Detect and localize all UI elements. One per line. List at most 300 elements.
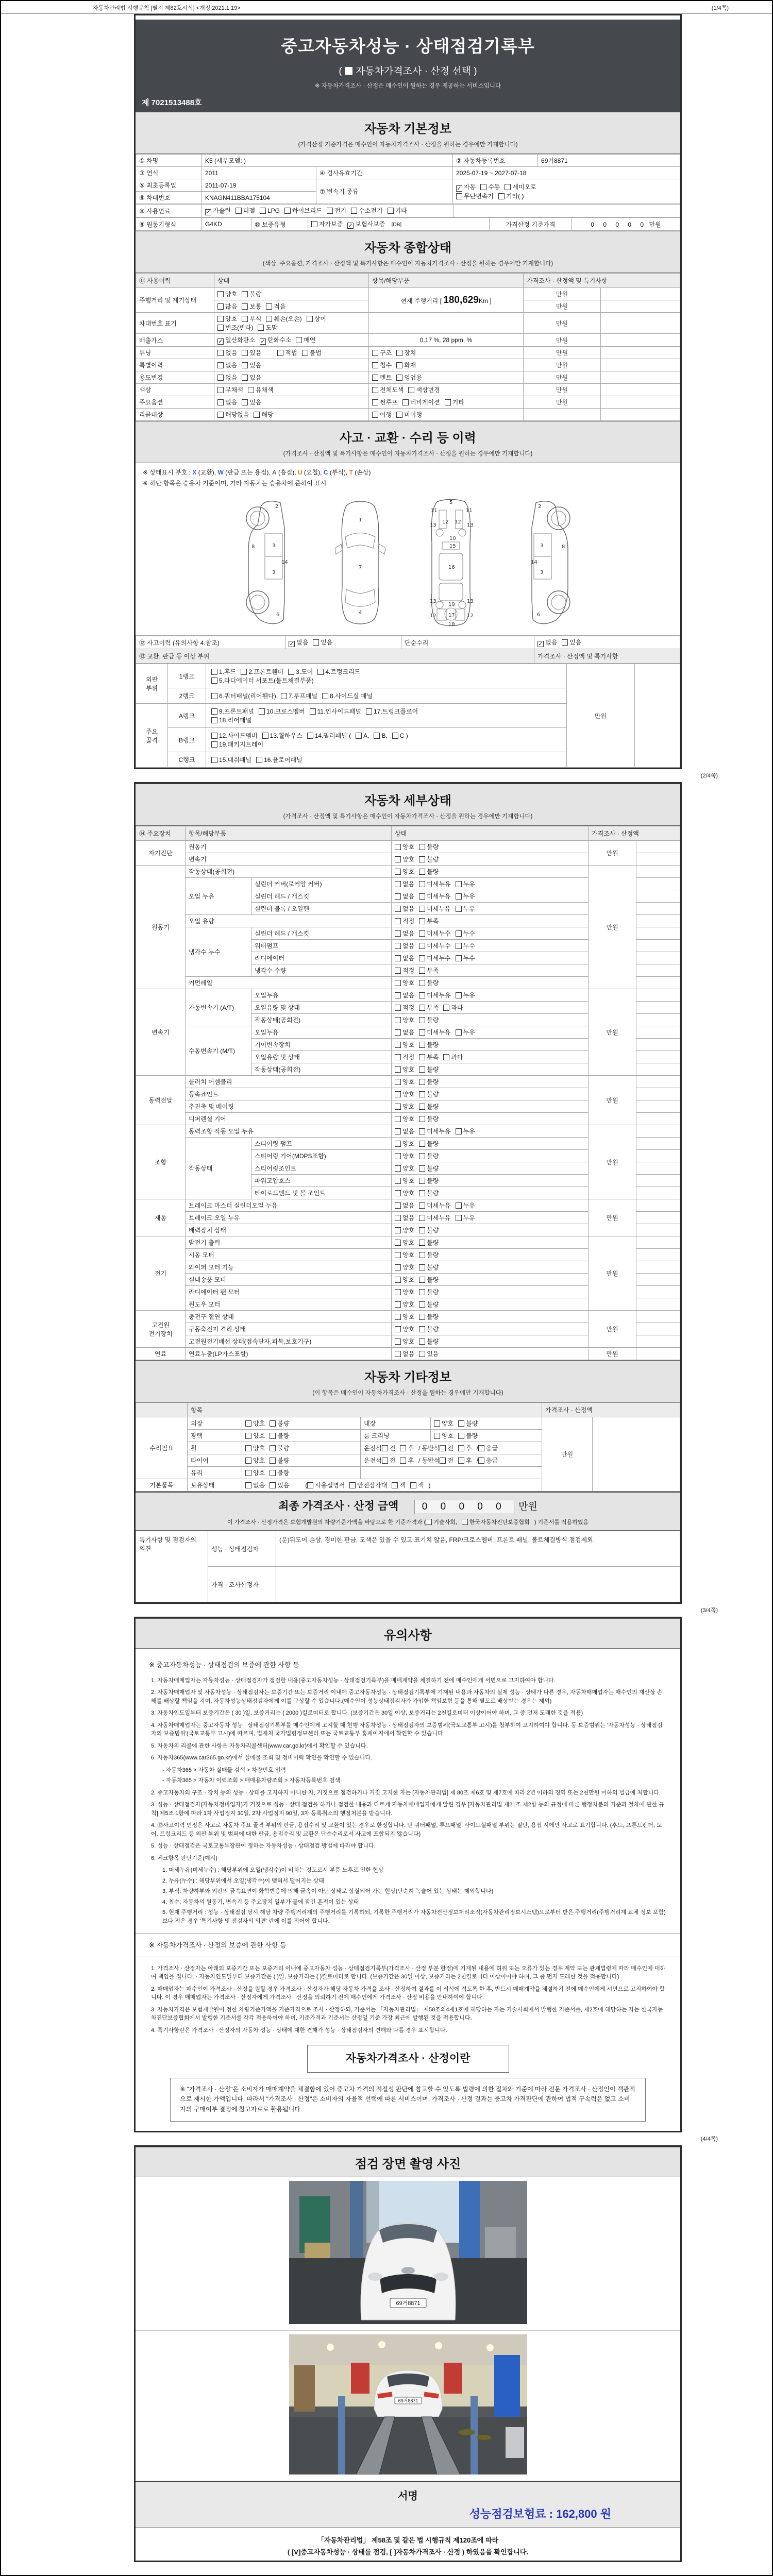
price-cell: 만원	[589, 1236, 636, 1311]
page-marker-2: (2/4쪽)	[700, 773, 718, 779]
checkbox-icon	[288, 669, 294, 675]
field-label: ④ 검사유효기간	[316, 167, 453, 179]
item-label: 타이어	[188, 1454, 242, 1467]
checkbox-icon	[395, 918, 401, 924]
checkbox-option	[395, 917, 414, 925]
option-label: 미세누수	[427, 930, 451, 937]
checkbox-option	[288, 667, 313, 676]
checkbox-option	[440, 1444, 453, 1452]
table-row	[136, 841, 680, 853]
option-label: 상이	[314, 315, 326, 323]
checkbox-icon	[395, 1029, 401, 1036]
device-label: 원동기	[136, 866, 186, 989]
option-label: 없음	[402, 1202, 415, 1209]
option-label: 불량	[277, 1445, 290, 1452]
option-label: 네비게이션	[410, 399, 440, 406]
column-header: 가격조사 · 산정액 및 특기사항	[524, 274, 680, 288]
option-label: 자가보증	[319, 221, 343, 228]
option-label: 양호	[402, 1190, 415, 1197]
option-label: 렌트	[380, 374, 392, 381]
notice-sub-item: 3. 부식: 차량하부와 외판의 금속표면이 화학반응에 의해 금속이 아닌 상태로 상실되어 가는 현상(단순히 녹슬어 있는 상태는 제외합니다)	[162, 1888, 494, 1894]
checkbox-option	[419, 1325, 439, 1333]
state-cell	[392, 841, 589, 853]
option-label: 양호	[402, 1165, 415, 1172]
option-label: LPG	[267, 207, 280, 214]
table-row	[136, 1417, 680, 1430]
checkbox-icon	[217, 362, 224, 368]
inspection-fee: 성능점검보험료 : 162,800 원	[469, 2507, 611, 2520]
checkbox-icon	[307, 316, 313, 322]
item-label: 커먼레일	[186, 977, 392, 989]
option-label: 적법	[285, 349, 297, 357]
inspector-remark-text: (운)뒤도어 손상, 경미한 판금, 도색은 있을 수 있고 표기치 않음, FRP/크로스멤버, 프론트 패널, 볼트체결방식 점검제외.	[276, 1531, 680, 1567]
checkbox-option	[374, 732, 387, 739]
svg-text:15: 15	[449, 544, 456, 549]
option-label: 탄화수소	[267, 336, 292, 344]
checkbox-icon	[395, 968, 401, 974]
checkbox-icon	[419, 1227, 425, 1233]
checkbox-icon	[395, 1252, 401, 1258]
checkbox-icon	[259, 708, 265, 715]
state-cell	[392, 1348, 589, 1360]
table-row	[136, 371, 680, 384]
checkbox-option	[480, 182, 500, 191]
item-label: 오일 유량	[186, 915, 392, 927]
option-label: 불법	[309, 349, 322, 357]
option-label: 있음	[249, 349, 262, 357]
checkbox-icon	[277, 350, 283, 356]
checkbox-option	[419, 1164, 439, 1173]
checkbox-option	[289, 638, 308, 647]
option-label: 전	[389, 1445, 396, 1452]
checkbox-icon	[395, 1128, 401, 1134]
state-cell	[392, 1298, 589, 1311]
option-label: 11.인사이드패널	[317, 708, 361, 715]
sub-group-label: 자동변속기 (A/T)	[186, 989, 251, 1026]
notices-header	[136, 1618, 680, 1649]
option-label: 디젤	[243, 207, 255, 214]
notes-cell	[636, 1261, 680, 1274]
option-label: 무채색	[225, 386, 243, 394]
option-label: 불량	[427, 868, 439, 875]
option-label: 양호	[402, 1264, 415, 1271]
option-label: 3.도어	[296, 668, 313, 675]
rank-label: C랭크	[168, 752, 206, 768]
checkbox-option	[395, 1201, 414, 1210]
state-cell	[214, 409, 369, 421]
checkbox-option	[307, 731, 351, 740]
table-row	[136, 167, 680, 179]
checkbox-icon	[419, 1351, 425, 1357]
state-cell-wide	[361, 1442, 542, 1454]
checkbox-option	[392, 732, 408, 739]
notice-item: 5. 성능 · 상태점검은 국토교통부장관이 정하는 자동차성능 · 상태점검 방법에 따라야 합니다.	[151, 1843, 376, 1849]
option-label: 양호	[225, 291, 238, 298]
state-cell	[392, 1076, 589, 1088]
svg-text:14: 14	[530, 560, 537, 565]
option-label: 양호	[402, 1276, 415, 1283]
checkbox-icon	[456, 955, 462, 961]
accident-history-table	[136, 636, 680, 664]
checkbox-option	[419, 1189, 439, 1197]
option-label: 누수	[463, 930, 475, 937]
checkbox-option	[419, 929, 450, 938]
checkbox-option	[248, 385, 274, 394]
option-label: 있음	[249, 362, 262, 369]
item-label: 실린더 헤드 / 개스킷	[251, 927, 392, 940]
row-label: 색상	[136, 384, 214, 396]
rank-group-label: 외판 부위	[136, 664, 168, 704]
svg-text:8: 8	[251, 544, 255, 550]
item-label: 룸 크리닝	[361, 1430, 431, 1442]
overall-note: (색상, 주요옵션, 가격조사 · 산정액 및 특기사항은 매수인이 자동차가격조사 · 산정을 원하는 경우에만 기재합니다)	[262, 261, 553, 267]
option-label: 기타	[395, 207, 407, 214]
checkbox-option	[410, 1481, 424, 1489]
checkbox-option	[245, 1431, 265, 1440]
item-cell	[369, 396, 524, 409]
table-row	[136, 1199, 680, 1212]
checkbox-icon	[419, 968, 425, 974]
text-token: /	[476, 1457, 478, 1464]
photos-title: 점검 장면 촬영 사진	[355, 2157, 461, 2171]
notes-cell	[601, 371, 680, 384]
notice-item: 2. 매매업자는 매수인이 가격조사 · 산정을 원할 경우 가격조사 · 산정자가 해당 자동차 가격을 조사 · 산정하여 결과를 이 서식에 적도록 한 후, 반드시 매매계약을 체결하기 전에 매수인에게 서면으로 고지하여야 합니다. 이 경우 매매업자는 가격조사 · 산정자에게 가격조사 · 산정을 의뢰하기 전에 매수인에게 가격조사 · 산정 비용을 안내하여야 합니다.	[151, 1986, 665, 2001]
text-token: /	[476, 1445, 478, 1452]
state-cell	[392, 1274, 589, 1286]
notice-sub-item: 5. 현재 주행거리 : 성능 · 상태점검 당시 해당 차량 주행거리계의 주행거리를 기록하되, 기록한 주행거리가 자동차전산정보처리조직(자동차관리정보시스템)으로부터 받은 주행거리(주행거리계 교체 정보 포함)보다 적은 경우 '특기사항 및 점검자의 의견' 란에 이를 적어야 합니다.	[162, 1909, 666, 1924]
price-cell: 만원	[589, 1348, 636, 1360]
item-label: 내장	[361, 1417, 431, 1430]
checkbox-option	[366, 707, 418, 716]
option-label: 9.프론트패널	[219, 708, 254, 715]
item-label: 외장	[188, 1417, 242, 1430]
option-label: 해당없음	[225, 411, 249, 418]
checkbox-icon	[419, 918, 425, 924]
car-diagram-top	[327, 497, 394, 628]
checkbox-icon	[382, 1445, 388, 1451]
checked-checkbox-icon: ✓	[260, 338, 265, 345]
basic-info-title: 자동차 기본정보	[364, 122, 451, 136]
option-label: 침수	[380, 362, 392, 369]
title-option-label: 자동차가격조사 · 산정 선택	[355, 66, 472, 77]
simple-repair-label: 단순수리	[401, 636, 534, 649]
option-label: 불량	[427, 979, 439, 987]
table-row	[136, 866, 680, 878]
item-label: 워터펌프	[251, 940, 392, 952]
device-label: 동력전달	[136, 1076, 186, 1125]
state-cell	[392, 1150, 589, 1162]
state-cell	[392, 1261, 589, 1274]
option-label: 적음	[274, 303, 286, 310]
option-label: 양호	[402, 1251, 415, 1259]
option-label: 수소전기	[359, 207, 383, 214]
option-label: 불량	[427, 1153, 439, 1160]
checkbox-icon	[395, 980, 401, 986]
item-label: 오일유량 및 상태	[251, 1051, 392, 1063]
checkbox-icon	[302, 350, 308, 356]
checkbox-option	[395, 991, 414, 999]
price-cell: 만원	[524, 384, 601, 396]
checkbox-option	[456, 904, 475, 913]
option-label: 적정	[402, 1054, 415, 1061]
checkbox-option	[434, 1419, 453, 1428]
checkbox-icon	[419, 1264, 425, 1270]
checkbox-option	[478, 1456, 498, 1465]
text-token: ) 기준서를 적용하였음	[534, 1519, 589, 1526]
item-label: 오일유량 및 상태	[251, 1002, 392, 1014]
notes-cell	[636, 878, 680, 890]
checkbox-option	[347, 219, 385, 229]
option-label: 양호	[442, 1420, 454, 1427]
option-label: 불량	[277, 1432, 290, 1439]
checkbox-option	[395, 1164, 414, 1173]
checkbox-option	[419, 1238, 439, 1247]
checkbox-icon	[217, 375, 224, 381]
option-label: 양호	[402, 1301, 415, 1308]
item-label: 파워고압호스	[251, 1175, 392, 1187]
option-label: 응급	[485, 1457, 498, 1464]
svg-text:8: 8	[561, 544, 565, 550]
checkbox-icon	[395, 943, 401, 949]
option-label: 양호	[402, 1338, 415, 1345]
svg-text:12: 12	[442, 519, 449, 525]
table-row	[136, 1311, 680, 1323]
checkbox-icon	[400, 1445, 406, 1451]
checkbox-icon	[419, 1128, 425, 1134]
option-label: 없음	[402, 955, 415, 962]
notes-cell	[636, 1236, 680, 1249]
notes-cell	[636, 866, 680, 878]
checkbox-icon	[211, 757, 217, 763]
option-label: 누유	[463, 1029, 475, 1036]
checkbox-icon	[211, 733, 217, 739]
notes-cell	[636, 927, 680, 940]
checkbox-option	[395, 1003, 414, 1012]
checkbox-icon	[395, 1017, 401, 1023]
notes-cell	[601, 384, 680, 396]
checkbox-option	[217, 348, 237, 357]
table-row	[136, 1567, 680, 1602]
state-cell	[392, 977, 589, 989]
rank-label: 1랭크	[168, 664, 206, 688]
option-label: 도말	[265, 324, 278, 331]
overall-table-container	[136, 273, 680, 421]
checkbox-icon	[395, 1227, 401, 1233]
basic-info-header	[136, 112, 680, 154]
checkbox-icon	[458, 1433, 464, 1439]
checkbox-icon	[245, 1445, 251, 1451]
checkbox-option	[372, 348, 392, 357]
option-label: 양호	[402, 1313, 415, 1320]
price-cell: 만원	[542, 1417, 593, 1492]
state-cell	[392, 853, 589, 866]
state-cell	[392, 952, 589, 964]
option-label: 양호	[402, 1177, 415, 1184]
checkbox-option	[211, 667, 236, 676]
checked-checkbox-icon: ✓	[218, 338, 223, 345]
state-cell	[392, 927, 589, 940]
item-label: 오일누유	[251, 1026, 392, 1039]
state-symbol: W	[217, 469, 224, 476]
checkbox-option	[419, 1213, 450, 1222]
checkbox-icon	[456, 1215, 462, 1221]
checkbox-icon	[248, 387, 254, 393]
checkbox-icon	[419, 1178, 425, 1184]
row-label: 주요옵션	[136, 396, 214, 409]
option-label: 미세누유	[427, 1128, 451, 1135]
price-cell: 만원	[589, 1311, 636, 1348]
checkbox-icon	[388, 208, 394, 214]
option-label: 안전삼각대	[357, 1482, 388, 1489]
notes-cell	[636, 1249, 680, 1261]
option-label: 과다	[451, 1004, 463, 1011]
item-cell	[369, 384, 524, 396]
option-label: 없음	[402, 992, 415, 999]
checkbox-option	[241, 667, 283, 676]
appraiser-label: 가격 · 조사산정자	[208, 1567, 276, 1602]
option-label: 불량	[427, 1301, 439, 1308]
item-label: 실린더 블록 / 오일팬	[251, 903, 392, 915]
checkbox-option	[382, 1444, 396, 1452]
checkbox-icon	[402, 399, 409, 405]
option-label: 전	[447, 1457, 454, 1464]
checkbox-option	[211, 691, 276, 700]
checkbox-icon	[395, 930, 401, 937]
option-label: 수동	[488, 183, 500, 191]
checkbox-option	[445, 398, 464, 406]
checkbox-icon	[408, 387, 414, 393]
svg-text:19: 19	[448, 602, 455, 607]
device-label: 조향	[136, 1125, 186, 1199]
state-cell	[392, 1125, 589, 1138]
table-row	[136, 649, 680, 664]
option-label: 매연	[304, 336, 316, 344]
state-cell	[392, 878, 589, 890]
notice-item: 6. 체크항목 판단기준(예시)	[151, 1855, 217, 1861]
checkbox-icon	[242, 303, 248, 310]
checkbox-icon	[440, 1445, 446, 1451]
checkbox-option	[217, 361, 237, 369]
option-label: 불량	[427, 1239, 439, 1246]
state-cell	[392, 1138, 589, 1150]
appraisal-infobox-title: 자동차가격조사 · 산정이란	[307, 2045, 509, 2073]
state-cell	[242, 1442, 361, 1454]
signature-title: 서명	[398, 2490, 418, 2502]
checkbox-icon	[211, 741, 217, 748]
checkbox-option	[395, 1275, 414, 1284]
device-label: 변속기	[136, 989, 186, 1076]
option-label: 양호	[253, 1457, 265, 1464]
price-cell: 만원	[589, 1125, 636, 1199]
svg-text:11: 11	[465, 508, 473, 514]
notice-sub-item: 1. 미세누유(미세누수) : 해당부위에 오일(냉각수)이 비치는 정도로서 부품 노후로 인한 현상	[162, 1867, 384, 1873]
item-label: 오일누유	[251, 989, 392, 1002]
checkbox-icon	[456, 1202, 462, 1209]
checkbox-icon	[395, 869, 401, 875]
checkbox-option	[242, 290, 261, 298]
checkbox-icon	[419, 1301, 425, 1308]
checkbox-option	[395, 1238, 414, 1247]
checkbox-icon	[395, 1314, 401, 1320]
option-label: 있음	[277, 1482, 290, 1489]
checkbox-option	[400, 1444, 414, 1452]
checkbox-icon	[419, 893, 425, 900]
checkbox-icon	[236, 208, 242, 214]
checkbox-option	[372, 410, 392, 419]
item-label: 라디에이터 팬 모터	[186, 1286, 392, 1298]
state-cell	[392, 1088, 589, 1100]
checkbox-option	[419, 1300, 439, 1309]
option-label: 불량	[427, 1313, 439, 1320]
item-label: 브레이크 마스터 실린더오일 누유	[186, 1199, 392, 1212]
option-label: 후	[466, 1457, 472, 1464]
checkbox-icon	[242, 399, 248, 405]
car-diagram-side-left	[231, 497, 308, 628]
checkbox-icon	[307, 733, 313, 739]
final-price-note	[136, 1518, 680, 1526]
rank-label: B랭크	[168, 728, 206, 752]
price-cell: 만원	[524, 359, 601, 371]
checkbox-icon	[419, 1289, 425, 1295]
option-label: 누유	[463, 905, 475, 912]
checkbox-option	[478, 1444, 498, 1452]
checkbox-option	[419, 941, 450, 950]
checkbox-icon	[434, 1420, 440, 1427]
checkbox-icon	[419, 1215, 425, 1221]
svg-text:10: 10	[449, 536, 456, 541]
field-label: ① 차명	[136, 155, 202, 167]
text-token: 운전석	[364, 1445, 382, 1452]
column-header: 항목	[188, 1403, 542, 1417]
checkbox-icon	[456, 881, 462, 887]
option-label: 세미오토	[512, 183, 536, 191]
checked-checkbox-icon: ✓	[289, 641, 294, 647]
checkbox-option	[419, 1201, 450, 1210]
table-row	[136, 313, 680, 334]
notes-cell	[636, 1187, 680, 1199]
detail-note: (가격조사 · 산정액 및 특기사항은 매수인이 자동차가격조사 · 산정을 원하는 경우에만 기재합니다)	[283, 814, 533, 820]
accident-header	[136, 421, 680, 463]
checkbox-option	[270, 1468, 289, 1477]
repair-group-label: 수리필요	[136, 1417, 188, 1479]
state-cell	[392, 989, 589, 1002]
checkbox-icon	[395, 893, 401, 900]
svg-text:3: 3	[272, 570, 275, 575]
svg-text:16: 16	[448, 565, 455, 570]
state-symbol-label: (흠집),	[276, 469, 298, 476]
option-label: 불량	[277, 1469, 290, 1477]
svg-text:3: 3	[540, 570, 543, 575]
option-label: 없음	[545, 639, 558, 646]
checkbox-option	[356, 732, 369, 739]
option-label: 없음	[402, 1128, 415, 1135]
ranks-table-container	[136, 664, 680, 768]
field-label: ⑧ 사용연료	[136, 205, 202, 217]
field-label: ⑥ 차대번호	[136, 192, 202, 204]
item-label: 라디에이터	[251, 952, 392, 964]
checkbox-option	[395, 1114, 414, 1123]
rank-items	[206, 728, 567, 752]
row-label: 튜닝	[136, 347, 214, 359]
option-label: 19.패키지트레이	[219, 741, 264, 748]
svg-text:6: 6	[276, 612, 279, 618]
notes-cell	[635, 664, 680, 768]
title-note: ※ 자동차가격조사 · 산정은 매수인이 원하는 경우 제공하는 서비스입니다	[314, 83, 501, 89]
checkbox-option	[402, 398, 440, 406]
option-label: 미세누유	[427, 1029, 451, 1036]
checkbox-icon	[419, 930, 425, 937]
detail-table-container	[136, 826, 680, 1360]
